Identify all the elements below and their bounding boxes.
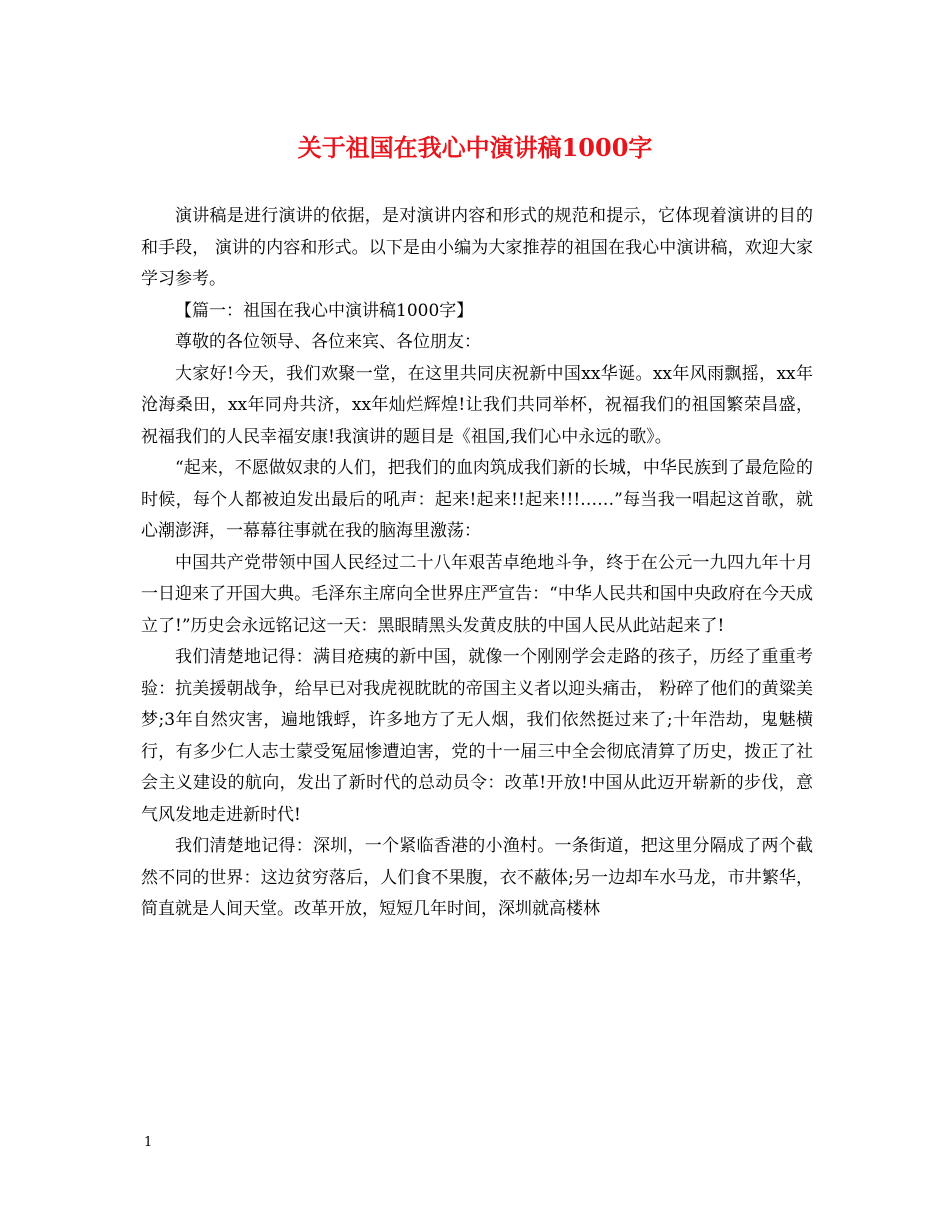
document-title: 关于祖国在我心中演讲稿1000字 bbox=[297, 133, 653, 162]
paragraph-shenzhen: 我们清楚地记得：深圳，一个紧临香港的小渔村。一条街道，把这里分隔成了两个截然不同的世界：这边贫穷落后，人们食不果腹，衣不蔽体;另一边却车水马龙，市井繁华，简直就是人间天堂。改革开放，短短几年时间，深圳就高楼林 bbox=[141, 836, 813, 919]
paragraph-founding: 中国共产党带领中国人民经过二十八年艰苦卓绝地斗争，终于在公元一九四九年十月一日迎来了开国大典。毛泽东主席向全世界庄严宣告：“中华人民共和国中央政府在今天成立了!”历史会永远铭记这一天：黑眼睛黑头发黄皮肤的中国人民从此站起来了! bbox=[141, 552, 813, 636]
paragraph-intro: 演讲稿是进行演讲的依据，是对演讲内容和形式的规范和提示，它体现着演讲的目的和手段， 演讲的内容和形式。以下是由小编为大家推荐的祖国在我心中演讲稿，欢迎大家学习参考。 bbox=[141, 206, 813, 289]
page-number: 1 bbox=[144, 1135, 153, 1150]
document-body bbox=[141, 201, 813, 926]
paragraph-anthem: “起来，不愿做奴隶的人们，把我们的血肉筑成我们新的长城，中华民族到了最危险的时候，每个人都被迫发出最后的吼声：起来!起来!!起来!!!……”每当我一唱起这首歌，就心潮澎湃，一幕幕往事就在我的脑海里激荡： bbox=[141, 458, 813, 541]
section-heading: 【篇一：祖国在我心中演讲稿1000字】 bbox=[175, 300, 474, 321]
paragraph-salutation: 尊敬的各位领导、各位来宾、各位朋友： bbox=[175, 332, 481, 352]
paragraph-greeting: 大家好!今天，我们欢聚一堂，在这里共同庆祝新中国xx华诞。xx年风雨飘摇，xx年沧海桑田，xx年同舟共济，xx年灿烂辉煌!让我们共同举杯，祝福我们的祖国繁荣昌盛，祝福我们的人民幸福安康!我演讲的题目是《祖国,我们心中永远的歌》。 bbox=[141, 363, 813, 447]
paragraph-trials: 我们清楚地记得：满目疮痍的新中国，就像一个刚刚学会走路的孩子，历经了重重考验：抗美援朝战争，给早已对我虎视眈眈的帝国主义者以迎头痛击， 粉碎了他们的黄粱美梦;3年自然灾害，遍地饿蜉，许多地方了无人烟，我们依然挺过来了;十年浩劫，鬼魅横行，有多少仁人志士蒙受冤屈惨遭迫害，党的十一届三中全会彻底清算了历史，拨正了社会主义建设的航向，发出了新时代的总动员令：改革!开放!中国从此迈开崭新的步伐，意气风发地走进新时代! bbox=[141, 647, 813, 825]
